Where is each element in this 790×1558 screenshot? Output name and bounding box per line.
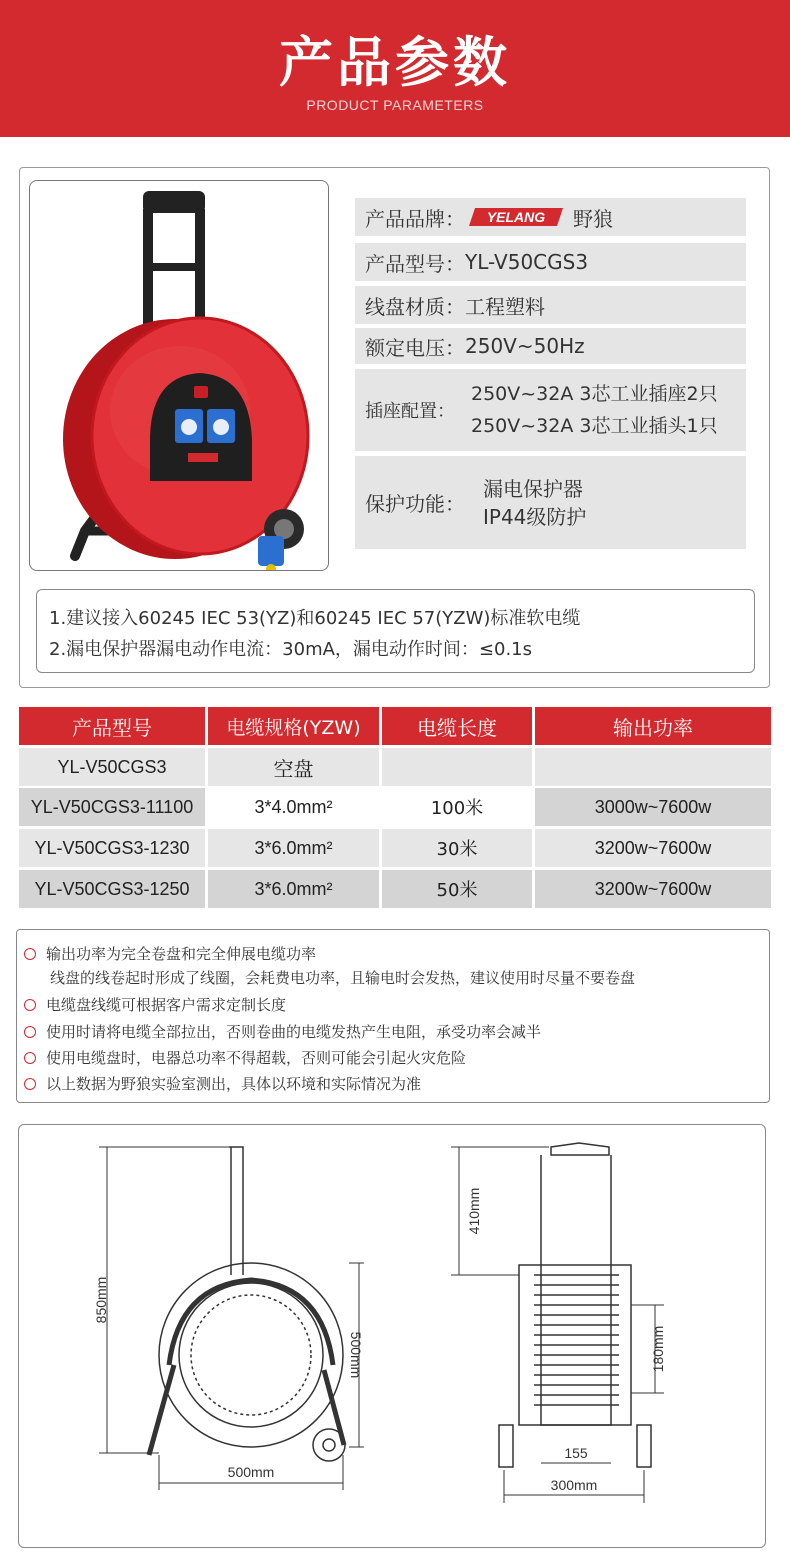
table-cell: 3*4.0mm²: [208, 788, 379, 826]
usage-note: 输出功率为完全卷盘和完全伸展电缆功率: [24, 943, 316, 964]
page-title: 产品参数: [279, 31, 511, 94]
spec-value-line: 漏电保护器: [483, 476, 583, 501]
spec-row-protection: [355, 456, 746, 549]
usage-note-continuation: 线盘的线卷起时形成了线圈，会耗费电功率，且输电时会发热，建议使用时尽量不要卷盘: [50, 969, 636, 987]
cable-note-line: 1.建议接入60245 IEC 53(YZ)和60245 IEC 57(YZW)标准软电缆: [49, 608, 581, 629]
table-cell: 100米: [382, 788, 532, 826]
dim-height-label: 850mm: [93, 1276, 109, 1324]
table-header-power: 输出功率: [535, 707, 771, 745]
cable-notes: [36, 589, 755, 673]
dimension-drawing: [19, 1125, 767, 1549]
table-cell: 30米: [382, 829, 532, 867]
spec-key: 额定电压：: [365, 335, 465, 360]
usage-note: 使用时请将电缆全部拉出，否则卷曲的电缆发热产生电阻，承受功率会减半: [24, 1021, 541, 1042]
table-cell: 3200w~7600w: [535, 829, 771, 867]
info-icon: [24, 1078, 36, 1090]
table-cell: YL-V50CGS3-1230: [19, 829, 205, 867]
table-cell: YL-V50CGS3-11100: [19, 788, 205, 826]
usage-note: 以上数据为野狼实验室测出，具体以环境和实际情况为准: [24, 1073, 421, 1094]
table-header-length: 电缆长度: [382, 707, 532, 745]
table-cell: 3*6.0mm²: [208, 829, 379, 867]
spec-value-line: 250V~32A 3芯工业插座2只: [471, 383, 718, 405]
spec-value: YL-V50CGS3: [465, 250, 589, 274]
info-icon: [24, 999, 36, 1011]
spec-value: 250V~50Hz: [465, 334, 585, 358]
spec-value-line: IP44级防护: [483, 504, 587, 529]
dim-side-width-label: 300mm: [550, 1477, 598, 1493]
table-header-model: 产品型号: [19, 707, 205, 745]
table-cell: 3200w~7600w: [535, 870, 771, 908]
dim-width-label: 500mm: [227, 1464, 275, 1480]
cable-note-line: 2.漏电保护器漏电动作电流：30mA，漏电动作时间：≤0.1s: [49, 639, 533, 660]
usage-note: 电缆盘线缆可根据客户需求定制长度: [24, 994, 286, 1015]
spec-key: 线盘材质：: [365, 294, 465, 319]
page-header: [0, 0, 790, 137]
table-cell: 3000w~7600w: [535, 788, 771, 826]
dimension-drawing-box: [18, 1124, 766, 1548]
brand-logo: [469, 206, 563, 228]
table-cell: 空盘: [208, 748, 379, 786]
spec-row-brand: [355, 198, 746, 236]
dim-diameter-label: 500mm: [348, 1331, 364, 1379]
dim-handle-label: 410mm: [466, 1187, 482, 1235]
spec-key: 产品品牌：: [365, 206, 465, 231]
page-subtitle: PRODUCT PARAMETERS: [306, 97, 484, 113]
info-icon: [24, 1052, 36, 1064]
spec-row-voltage: [355, 328, 746, 364]
spec-row-sockets: [355, 369, 746, 451]
table-cell: YL-V50CGS3-1250: [19, 870, 205, 908]
table-header-cable: 电缆规格(YZW): [208, 707, 379, 745]
table-cell: 50米: [382, 870, 532, 908]
table-cell: YL-V50CGS3: [19, 748, 205, 786]
info-icon: [24, 1026, 36, 1038]
table-cell: 3*6.0mm²: [208, 870, 379, 908]
dim-inner-label: 155: [564, 1445, 588, 1461]
cable-reel-illustration: [30, 181, 329, 571]
spec-row-model: [355, 243, 746, 281]
usage-note: 使用电缆盘时，电器总功率不得超载，否则可能会引起火灾危险: [24, 1047, 466, 1068]
spec-value-group: [483, 475, 586, 531]
spec-key: 插座配置：: [365, 401, 455, 422]
spec-key: 产品型号：: [365, 251, 465, 276]
spec-key: 保护功能：: [365, 492, 465, 516]
table-cell: [382, 748, 532, 786]
spec-value: 工程塑料: [465, 294, 545, 319]
product-photo: [29, 180, 329, 571]
svg-text:YELANG: YELANG: [486, 209, 546, 225]
spec-row-material: [355, 286, 746, 324]
dim-drum-label: 180mm: [650, 1325, 666, 1373]
info-icon: [24, 948, 36, 960]
table-cell: [535, 748, 771, 786]
spec-value-group: [471, 378, 718, 442]
spec-value: 野狼: [573, 206, 613, 231]
spec-value-line: 250V~32A 3芯工业插头1只: [471, 415, 718, 437]
